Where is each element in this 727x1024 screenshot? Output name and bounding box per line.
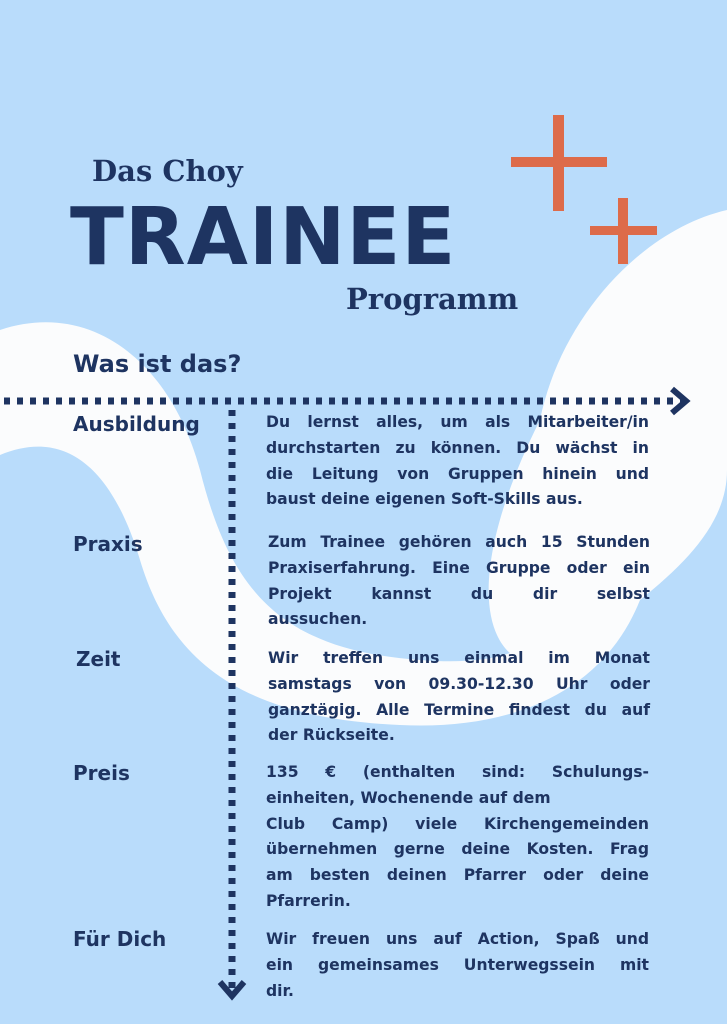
row-label-ausbildung: Ausbildung	[73, 412, 200, 436]
row-label-praxis: Praxis	[73, 532, 143, 556]
row-text-preis: 135 € (enthalten sind: Schulungs- einheiten, Wochenende auf dem Club Camp) viele Kirchengemeinden übernehmen gerne deine Kosten. Frag am besten deinen Pfarrer oder deine Pfarrerin.	[266, 763, 649, 910]
row-text-ausbildung: Du lernst alles, um als Mitarbeiter/in durchstarten zu können. Du wächst in die Leitung von Gruppen hinein und baust deine eigenen Soft-Skills aus.	[266, 413, 649, 509]
row-label-preis: Preis	[73, 761, 130, 785]
brand-title: TRAINEE	[70, 191, 457, 283]
brand-suffix: Programm	[346, 282, 519, 316]
brand-prefix: Das Choy	[92, 154, 243, 188]
row-label-zeit: Zeit	[76, 647, 121, 671]
row-text-zeit: Wir treffen uns einmal im Monat samstags von 09.30-12.30 Uhr oder ganztägig. Alle Termine findest du auf der Rückseite.	[268, 649, 650, 745]
plus-icon-large	[511, 115, 607, 211]
section-heading: Was ist das?	[73, 350, 242, 378]
row-text-praxis: Zum Trainee gehören auch 15 Stunden Praxiserfahrung. Eine Gruppe oder ein Projekt kannst du dir selbst aussuchen.	[268, 533, 650, 629]
row-label-fuer-dich: Für Dich	[73, 927, 167, 951]
row-text-fuer-dich: Wir freuen uns auf Action, Spaß und ein gemeinsames Unterwegssein mit dir.	[266, 930, 649, 1000]
